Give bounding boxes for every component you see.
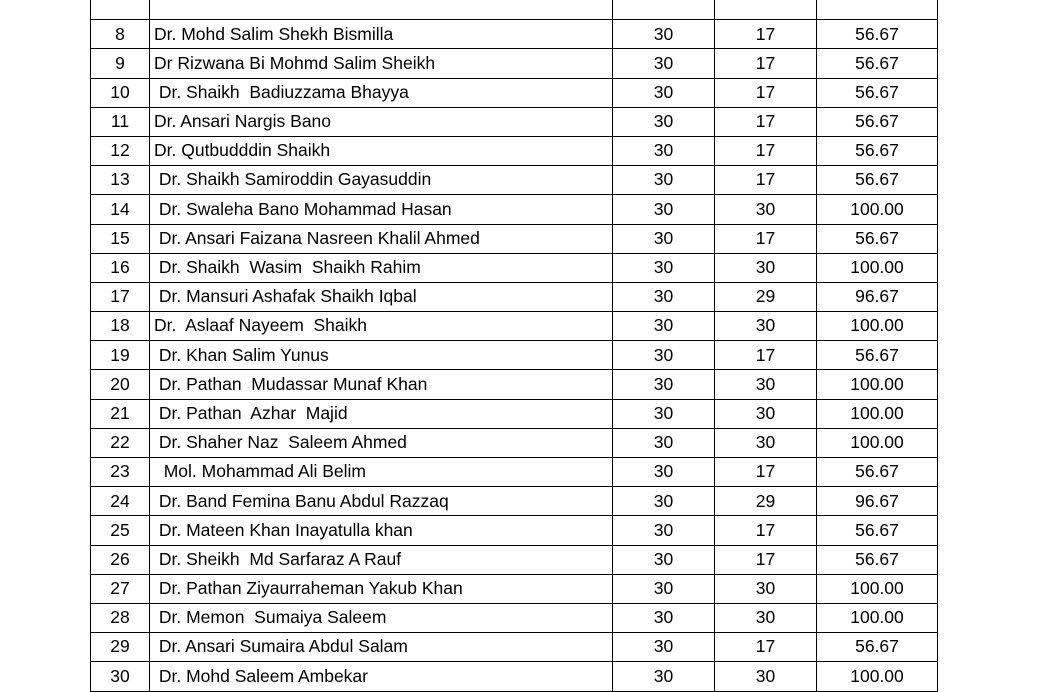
percentage-cell: 100.00 xyxy=(817,253,938,282)
table-row xyxy=(91,370,938,399)
percentage-cell xyxy=(817,0,938,20)
serial-number-cell: 15 xyxy=(91,224,150,253)
serial-number-cell: 30 xyxy=(91,662,150,691)
percentage-cell: 56.67 xyxy=(817,458,938,487)
attended-count-cell xyxy=(715,0,817,20)
attended-count-cell: 17 xyxy=(715,516,817,545)
serial-number-cell: 26 xyxy=(91,545,150,574)
percentage-cell: 56.67 xyxy=(817,516,938,545)
percentage-cell: 56.67 xyxy=(817,107,938,136)
serial-number-cell: 14 xyxy=(91,195,150,224)
total-count-cell: 30 xyxy=(613,399,715,428)
table-row xyxy=(91,487,938,516)
total-count-cell: 30 xyxy=(613,166,715,195)
attendance-table xyxy=(90,0,938,692)
total-count-cell: 30 xyxy=(613,574,715,603)
name-cell: Dr. Pathan Mudassar Munaf Khan xyxy=(150,370,613,399)
table-row xyxy=(91,49,938,78)
table-row xyxy=(91,20,938,49)
serial-number-cell: 22 xyxy=(91,428,150,457)
table-row xyxy=(91,458,938,487)
total-count-cell: 30 xyxy=(613,107,715,136)
serial-number-cell: 8 xyxy=(91,20,150,49)
table-row xyxy=(91,282,938,311)
table-body xyxy=(91,0,938,691)
table-row xyxy=(91,341,938,370)
serial-number-cell: 10 xyxy=(91,78,150,107)
table-row xyxy=(91,662,938,691)
name-cell: Dr. Qutbudddin Shaikh xyxy=(150,136,613,165)
serial-number-cell: 16 xyxy=(91,253,150,282)
total-count-cell: 30 xyxy=(613,662,715,691)
percentage-cell: 56.67 xyxy=(817,166,938,195)
serial-number-cell: 29 xyxy=(91,633,150,662)
total-count-cell: 30 xyxy=(613,603,715,632)
name-cell: Dr. Shaikh Wasim Shaikh Rahim xyxy=(150,253,613,282)
table-row xyxy=(91,195,938,224)
percentage-cell: 100.00 xyxy=(817,428,938,457)
serial-number-cell xyxy=(91,0,150,20)
total-count-cell: 30 xyxy=(613,253,715,282)
total-count-cell xyxy=(613,0,715,20)
table-row xyxy=(91,603,938,632)
table-row xyxy=(91,428,938,457)
attended-count-cell: 30 xyxy=(715,662,817,691)
serial-number-cell: 20 xyxy=(91,370,150,399)
total-count-cell: 30 xyxy=(613,370,715,399)
serial-number-cell: 18 xyxy=(91,312,150,341)
serial-number-cell: 28 xyxy=(91,603,150,632)
percentage-cell: 96.67 xyxy=(817,282,938,311)
name-cell: Dr. Mohd Salim Shekh Bismilla xyxy=(150,20,613,49)
name-cell: Dr. Band Femina Banu Abdul Razzaq xyxy=(150,487,613,516)
attended-count-cell: 30 xyxy=(715,399,817,428)
name-cell: Dr. Ansari Nargis Bano xyxy=(150,107,613,136)
attended-count-cell: 17 xyxy=(715,341,817,370)
name-cell: Dr. Shaikh Badiuzzama Bhayya xyxy=(150,78,613,107)
serial-number-cell: 25 xyxy=(91,516,150,545)
table-row xyxy=(91,545,938,574)
table-row xyxy=(91,399,938,428)
percentage-cell: 100.00 xyxy=(817,662,938,691)
total-count-cell: 30 xyxy=(613,633,715,662)
attended-count-cell: 17 xyxy=(715,107,817,136)
table-row xyxy=(91,224,938,253)
name-cell: Dr. Pathan Azhar Majid xyxy=(150,399,613,428)
table-row xyxy=(91,253,938,282)
total-count-cell: 30 xyxy=(613,312,715,341)
name-cell: Dr. Khan Salim Yunus xyxy=(150,341,613,370)
percentage-cell: 56.67 xyxy=(817,341,938,370)
percentage-cell: 100.00 xyxy=(817,603,938,632)
serial-number-cell: 17 xyxy=(91,282,150,311)
attended-count-cell: 30 xyxy=(715,574,817,603)
table-row xyxy=(91,633,938,662)
serial-number-cell: 12 xyxy=(91,136,150,165)
percentage-cell: 56.67 xyxy=(817,49,938,78)
percentage-cell: 96.67 xyxy=(817,487,938,516)
name-cell: Mol. Mohammad Ali Belim xyxy=(150,458,613,487)
total-count-cell: 30 xyxy=(613,458,715,487)
attended-count-cell: 17 xyxy=(715,458,817,487)
name-cell: Dr. Mateen Khan Inayatulla khan xyxy=(150,516,613,545)
name-cell: Dr. Mansuri Ashafak Shaikh Iqbal xyxy=(150,282,613,311)
percentage-cell: 56.67 xyxy=(817,20,938,49)
total-count-cell: 30 xyxy=(613,341,715,370)
attended-count-cell: 30 xyxy=(715,428,817,457)
table-row xyxy=(91,78,938,107)
total-count-cell: 30 xyxy=(613,49,715,78)
percentage-cell: 100.00 xyxy=(817,399,938,428)
name-cell: Dr Rizwana Bi Mohmd Salim Sheikh xyxy=(150,49,613,78)
serial-number-cell: 19 xyxy=(91,341,150,370)
table-row xyxy=(91,0,938,20)
name-cell: Dr. Shaher Naz Saleem Ahmed xyxy=(150,428,613,457)
percentage-cell: 100.00 xyxy=(817,574,938,603)
name-cell: Dr. Mohd Saleem Ambekar xyxy=(150,662,613,691)
percentage-cell: 100.00 xyxy=(817,312,938,341)
attended-count-cell: 29 xyxy=(715,282,817,311)
attended-count-cell: 17 xyxy=(715,20,817,49)
attended-count-cell: 17 xyxy=(715,49,817,78)
table-row xyxy=(91,107,938,136)
total-count-cell: 30 xyxy=(613,195,715,224)
total-count-cell: 30 xyxy=(613,224,715,253)
total-count-cell: 30 xyxy=(613,487,715,516)
serial-number-cell: 24 xyxy=(91,487,150,516)
serial-number-cell: 23 xyxy=(91,458,150,487)
attended-count-cell: 17 xyxy=(715,136,817,165)
name-cell: Dr. Ansari Sumaira Abdul Salam xyxy=(150,633,613,662)
total-count-cell: 30 xyxy=(613,545,715,574)
name-cell: Dr. Ansari Faizana Nasreen Khalil Ahmed xyxy=(150,224,613,253)
attended-count-cell: 30 xyxy=(715,370,817,399)
attended-count-cell: 17 xyxy=(715,224,817,253)
name-cell: Dr. Shaikh Samiroddin Gayasuddin xyxy=(150,166,613,195)
total-count-cell: 30 xyxy=(613,516,715,545)
attended-count-cell: 30 xyxy=(715,312,817,341)
percentage-cell: 100.00 xyxy=(817,195,938,224)
name-cell: Dr. Aslaaf Nayeem Shaikh xyxy=(150,312,613,341)
total-count-cell: 30 xyxy=(613,78,715,107)
attended-count-cell: 29 xyxy=(715,487,817,516)
percentage-cell: 56.67 xyxy=(817,78,938,107)
total-count-cell: 30 xyxy=(613,136,715,165)
percentage-cell: 100.00 xyxy=(817,370,938,399)
attended-count-cell: 30 xyxy=(715,603,817,632)
attended-count-cell: 17 xyxy=(715,633,817,662)
name-cell: Dr. Memon Sumaiya Saleem xyxy=(150,603,613,632)
serial-number-cell: 21 xyxy=(91,399,150,428)
serial-number-cell: 27 xyxy=(91,574,150,603)
serial-number-cell: 9 xyxy=(91,49,150,78)
serial-number-cell: 13 xyxy=(91,166,150,195)
percentage-cell: 56.67 xyxy=(817,633,938,662)
table-row xyxy=(91,312,938,341)
percentage-cell: 56.67 xyxy=(817,224,938,253)
percentage-cell: 56.67 xyxy=(817,136,938,165)
table-row xyxy=(91,136,938,165)
attended-count-cell: 30 xyxy=(715,195,817,224)
attended-count-cell: 17 xyxy=(715,78,817,107)
name-cell: Dr. Pathan Ziyaurraheman Yakub Khan xyxy=(150,574,613,603)
name-cell: Dr. Sheikh Md Sarfaraz A Rauf xyxy=(150,545,613,574)
total-count-cell: 30 xyxy=(613,282,715,311)
table-row xyxy=(91,574,938,603)
total-count-cell: 30 xyxy=(613,20,715,49)
name-cell xyxy=(150,0,613,20)
total-count-cell: 30 xyxy=(613,428,715,457)
percentage-cell: 56.67 xyxy=(817,545,938,574)
attended-count-cell: 17 xyxy=(715,545,817,574)
attended-count-cell: 30 xyxy=(715,253,817,282)
attended-count-cell: 17 xyxy=(715,166,817,195)
table-row xyxy=(91,166,938,195)
serial-number-cell: 11 xyxy=(91,107,150,136)
name-cell: Dr. Swaleha Bano Mohammad Hasan xyxy=(150,195,613,224)
table-row xyxy=(91,516,938,545)
